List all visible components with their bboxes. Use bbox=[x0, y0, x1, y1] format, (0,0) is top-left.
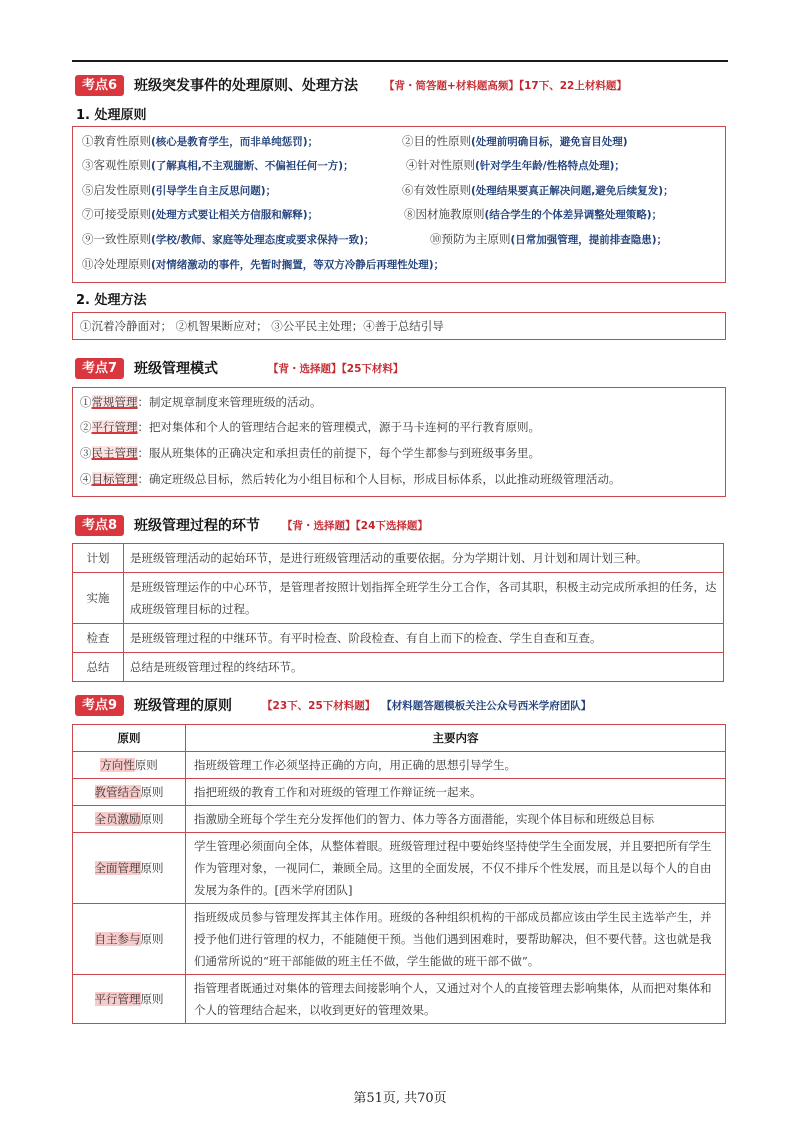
table-row bbox=[73, 752, 726, 779]
table-cell-key: 自主参与原则 bbox=[73, 904, 186, 975]
table-row bbox=[73, 779, 726, 806]
section-8-heading bbox=[75, 514, 428, 536]
table-row bbox=[73, 833, 726, 904]
section-title: 班级管理的原则 bbox=[134, 698, 233, 714]
table-cell-key: 全面管理原则 bbox=[73, 833, 186, 904]
table-row bbox=[73, 544, 724, 573]
table-row bbox=[73, 975, 726, 1024]
section-tag: 【23下、25下材料题】 bbox=[262, 699, 376, 712]
table-cell-value: 学生管理必须面向全体，从整体着眼。班级管理过程中要始终坚持使学生全面发展，并且要把所有学生作为管理对象，一视同仁，兼顾全局。这里的全面发展，不仅不排斥个性发展，而且是以每个人的自由发展为条件的。[西米学府团队] bbox=[186, 833, 726, 904]
column-header: 原则 bbox=[73, 725, 186, 752]
mode-item: ④目标管理：确定班级总目标，然后转化为小组目标和个人目标，形成目标体系，以此推动班级管理活动。 bbox=[80, 472, 621, 486]
section-title: 班级管理过程的环节 bbox=[134, 518, 261, 534]
top-rule bbox=[72, 60, 728, 62]
principles-grid bbox=[72, 126, 726, 283]
table-cell-value: 指班级成员参与管理发挥其主体作用。班级的各种组织机构的干部成员都应该由学生民主选举产生，并授予他们进行管理的权力，不能随便干预。当他们遇到困难时，要帮助解决，但不要代替。这也就是我们通常所说的“班干部能做的班主任不做，学生能做的班干部不做”。 bbox=[186, 904, 726, 975]
principle-item: ①教育性原则(核心是教育学生，而非单纯惩罚)； bbox=[82, 134, 319, 148]
mode-item: ②平行管理：把对集体和个人的管理结合起来的管理模式，源于马卡连柯的平行教育原则。 bbox=[80, 420, 540, 434]
table-row bbox=[73, 806, 726, 833]
table-cell-value: 是班级管理活动的起始环节，是进行班级管理活动的重要依据。分为学期计划、月计划和周计划三种。 bbox=[124, 544, 724, 573]
section-badge: 考点7 bbox=[75, 358, 124, 379]
table-row bbox=[73, 904, 726, 975]
section-badge: 考点6 bbox=[75, 75, 124, 96]
table-row bbox=[73, 624, 724, 653]
table-header-row bbox=[73, 725, 726, 752]
table-cell-key: 全员激励原则 bbox=[73, 806, 186, 833]
table-cell-value: 是班级管理过程的中继环节。有平时检查、阶段检查、有自上而下的检查、学生自查和互查。 bbox=[124, 624, 724, 653]
principle-item: ⑪冷处理原则(对情绪激动的事件，先暂时搁置，等双方冷静后再理性处理)； bbox=[82, 257, 445, 271]
column-header: 主要内容 bbox=[186, 725, 726, 752]
table-cell-key: 教管结合原则 bbox=[73, 779, 186, 806]
table-cell-key: 计划 bbox=[73, 544, 124, 573]
table-row bbox=[73, 573, 724, 624]
table-row bbox=[73, 653, 724, 682]
section-badge: 考点9 bbox=[75, 695, 124, 716]
principles-table bbox=[72, 724, 726, 1024]
table-cell-key: 方向性原则 bbox=[73, 752, 186, 779]
table-cell-value: 指班级管理工作必须坚持正确的方向，用正确的思想引导学生。 bbox=[186, 752, 726, 779]
process-table bbox=[72, 543, 724, 682]
table-cell-value: 总结是班级管理过程的终结环节。 bbox=[124, 653, 724, 682]
principle-item: ②目的性原则(处理前明确目标，避免盲目处理) bbox=[402, 134, 628, 148]
table-cell-key: 总结 bbox=[73, 653, 124, 682]
table-cell-key: 检查 bbox=[73, 624, 124, 653]
principle-item: ⑨一致性原则(学校/教师、家庭等处理态度或要求保持一致)； bbox=[82, 232, 375, 246]
principle-item: ③客观性原则(了解真相,不主观臆断、不偏袒任何一方)； bbox=[82, 158, 354, 172]
principle-item: ④针对性原则(针对学生年龄/性格特点处理)； bbox=[406, 158, 625, 172]
mode-item: ①常规管理：制定规章制度来管理班级的活动。 bbox=[80, 395, 322, 409]
principle-item: ⑧因材施教原则(结合学生的个体差异调整处理策略)； bbox=[404, 207, 663, 221]
section-tag: 【背・简答题+材料题高频】【17下、22上材料题】 bbox=[384, 79, 627, 92]
section-title: 班级突发事件的处理原则、处理方法 bbox=[134, 78, 359, 94]
section-tag-promo: 【材料题答题模板关注公众号西米学府团队】 bbox=[381, 699, 592, 712]
table-cell-value: 指管理者既通过对集体的管理去间接影响个人，又通过对个人的直接管理去影响集体，从而把对集体和个人的管理结合起来，以收到更好的管理效果。 bbox=[186, 975, 726, 1024]
section-9-heading bbox=[75, 694, 591, 716]
section-title: 班级管理模式 bbox=[134, 361, 219, 377]
section-6-heading bbox=[75, 74, 627, 96]
methods-text: ①沉着冷静面对； ②机智果断应对； ③公平民主处理；④善于总结引导 bbox=[80, 319, 444, 333]
table-cell-value: 指把班级的教育工作和对班级的管理工作辩证统一起来。 bbox=[186, 779, 726, 806]
subheading-principles: 1. 处理原则 bbox=[76, 108, 147, 123]
table-cell-key: 实施 bbox=[73, 573, 124, 624]
subheading-methods: 2. 处理方法 bbox=[76, 293, 147, 308]
section-badge: 考点8 bbox=[75, 515, 124, 536]
principle-item: ⑤启发性原则(引导学生自主反思问题)； bbox=[82, 183, 277, 197]
section-tag: 【背・选择题】【25下材料】 bbox=[268, 362, 404, 375]
principle-item: ⑥有效性原则(处理结果要真正解决问题,避免后续复发)； bbox=[402, 183, 674, 197]
principle-item: ⑩预防为主原则(日常加强管理，提前排查隐患)； bbox=[430, 232, 668, 246]
mode-item: ③民主管理：服从班集体的正确决定和承担责任的前提下，每个学生都参与到班级事务里。 bbox=[80, 446, 540, 460]
page-number: 第51页, 共70页 bbox=[353, 1091, 447, 1106]
table-cell-value: 指激励全班每个学生充分发挥他们的智力、体力等各方面潜能，实现个体目标和班级总目标 bbox=[186, 806, 726, 833]
table-cell-value: 是班级管理运作的中心环节，是管理者按照计划指挥全班学生分工合作，各司其职，积极主动完成所承担的任务，达成班级管理目标的过程。 bbox=[124, 573, 724, 624]
section-7-heading bbox=[75, 357, 403, 379]
section-tag: 【背・选择题】【24下选择题】 bbox=[282, 519, 428, 532]
table-cell-key: 平行管理原则 bbox=[73, 975, 186, 1024]
principle-item: ⑦可接受原则(处理方式要让相关方信服和解释)； bbox=[82, 207, 319, 221]
